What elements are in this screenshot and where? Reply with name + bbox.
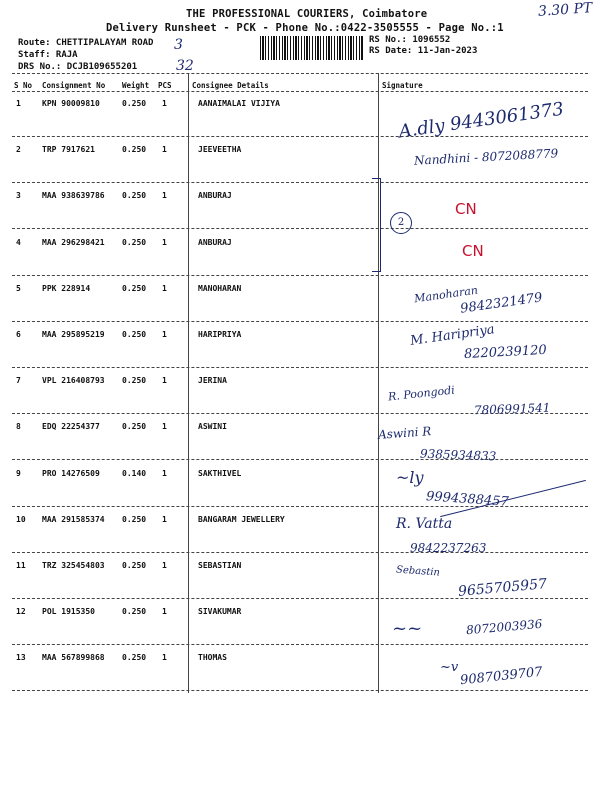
row-weight: 0.250	[122, 145, 147, 154]
row-consignment-no: PRO 14276509	[42, 469, 100, 478]
row-divider	[12, 182, 588, 183]
row-divider	[12, 552, 588, 553]
row-consignment-no: MAA 296298421	[42, 238, 105, 247]
signature-12-phone: 8072003936	[465, 616, 543, 638]
col-weight: Weight	[122, 81, 150, 90]
row-sno: 3	[16, 191, 21, 200]
row-consignment-no: POL 1915350	[42, 607, 95, 616]
row-sno: 6	[16, 330, 21, 339]
row-weight: 0.250	[122, 191, 147, 200]
col-consignment: Consignment No	[42, 81, 106, 90]
row-consignment-no: TRZ 325454803	[42, 561, 105, 570]
signature-10-name: R. Vatta	[396, 516, 453, 532]
row-divider	[12, 690, 588, 691]
row-divider	[12, 321, 588, 322]
row-sno: 4	[16, 238, 21, 247]
row-sno: 5	[16, 284, 21, 293]
row-consignment-no: EDQ 22254377	[42, 422, 100, 431]
row-pcs: 1	[162, 191, 167, 200]
circled-mark: 2	[390, 212, 412, 234]
signature-9-mark: ~ly	[396, 468, 424, 487]
table-top-rule	[12, 73, 588, 74]
row-sno: 10	[16, 515, 26, 524]
signature-11-name: Sebastin	[395, 564, 441, 579]
rs-number: RS No.: 1096552	[369, 35, 451, 45]
row-weight: 0.250	[122, 422, 147, 431]
handwritten-route-count: 32	[176, 58, 194, 74]
signature-6-name: M. Haripriya	[409, 322, 496, 349]
table-header-rule	[12, 91, 588, 92]
row-weight: 0.250	[122, 238, 147, 247]
row-consignment-no: KPN 90009810	[42, 99, 100, 108]
row-sno: 12	[16, 607, 26, 616]
row-weight: 0.250	[122, 607, 147, 616]
col-consignee: Consignee Details	[192, 81, 269, 90]
signature-7-phone: 7806991541	[473, 400, 551, 418]
row-weight: 0.140	[122, 469, 147, 478]
signature-13-phone: 9087039707	[459, 664, 544, 689]
row-consignee: SEBASTIAN	[198, 561, 242, 570]
row-consignee: ASWINI	[198, 422, 227, 431]
signature-5-phone: 9842321479	[459, 290, 544, 317]
row-consignee: AANAIMALAI VIJIYA	[198, 99, 280, 108]
drs-number: DRS No.: DCJB109655201	[18, 62, 138, 72]
signature-11-phone: 9655705957	[457, 576, 548, 600]
row-consignee: JERINA	[198, 376, 227, 385]
row-divider	[12, 367, 588, 368]
cn-mark-1: CN	[455, 200, 477, 218]
row-divider	[12, 136, 588, 137]
row-sno: 9	[16, 469, 21, 478]
row-consignee: SIVAKUMAR	[198, 607, 242, 616]
row-pcs: 1	[162, 284, 167, 293]
signature-2: Nandhini - 8072088779	[413, 146, 559, 168]
row-divider	[12, 598, 588, 599]
column-divider	[378, 73, 379, 693]
row-weight: 0.250	[122, 653, 147, 662]
row-pcs: 1	[162, 238, 167, 247]
signature-13-mark: ~v	[440, 660, 459, 675]
row-pcs: 1	[162, 515, 167, 524]
row-consignment-no: MAA 938639786	[42, 191, 105, 200]
row-consignment-no: MAA 291585374	[42, 515, 105, 524]
signature-1: A.dly 9443061373	[397, 98, 566, 143]
row-sno: 7	[16, 376, 21, 385]
row-consignee: MANOHARAN	[198, 284, 242, 293]
signature-8-phone: 9385934833	[419, 446, 497, 464]
row-sno: 1	[16, 99, 21, 108]
row-sno: 8	[16, 422, 21, 431]
row-weight: 0.250	[122, 515, 147, 524]
bracket-mark	[372, 178, 381, 272]
row-divider	[12, 228, 588, 229]
row-sno: 13	[16, 653, 26, 662]
row-weight: 0.250	[122, 99, 147, 108]
row-consignment-no: TRP 7917621	[42, 145, 95, 154]
row-pcs: 1	[162, 607, 167, 616]
row-pcs: 1	[162, 376, 167, 385]
row-pcs: 1	[162, 653, 167, 662]
row-consignment-no: MAA 567899868	[42, 653, 105, 662]
col-signature: Signature	[382, 81, 423, 90]
row-consignment-no: PPK 228914	[42, 284, 91, 293]
row-pcs: 1	[162, 469, 167, 478]
signature-8-name: Aswini R	[377, 424, 432, 442]
row-divider	[12, 275, 588, 276]
signature-6-phone: 8220239120	[463, 342, 548, 363]
signature-10-phone: 9842237263	[410, 541, 487, 555]
row-sno: 11	[16, 561, 26, 570]
row-pcs: 1	[162, 561, 167, 570]
route-label: Route: CHETTIPALAYAM ROAD	[18, 38, 154, 48]
col-pcs: PCS	[158, 81, 172, 90]
row-consignment-no: VPL 216408793	[42, 376, 105, 385]
row-pcs: 1	[162, 145, 167, 154]
row-consignee: ANBURAJ	[198, 238, 232, 247]
row-consignee: HARIPRIYA	[198, 330, 242, 339]
row-weight: 0.250	[122, 376, 147, 385]
row-consignee: JEEVEETHA	[198, 145, 242, 154]
signature-12-mark: ~~	[392, 618, 423, 639]
col-sno: S No	[14, 81, 33, 90]
company-title: THE PROFESSIONAL COURIERS, Coimbatore	[186, 8, 428, 20]
handwritten-route-mark: 3	[174, 37, 183, 53]
staff-label: Staff: RAJA	[18, 50, 78, 60]
row-consignee: SAKTHIVEL	[198, 469, 242, 478]
row-divider	[12, 644, 588, 645]
barcode	[260, 36, 364, 60]
row-pcs: 1	[162, 422, 167, 431]
row-pcs: 1	[162, 330, 167, 339]
row-weight: 0.250	[122, 330, 147, 339]
runsheet-subtitle: Delivery Runsheet - PCK - Phone No.:0422-3505555 - Page No.:1	[106, 22, 504, 34]
row-consignment-no: MAA 295895219	[42, 330, 105, 339]
column-divider	[188, 73, 189, 693]
row-sno: 2	[16, 145, 21, 154]
row-pcs: 1	[162, 99, 167, 108]
handwritten-time: 3.30 PT	[537, 0, 593, 20]
signature-5-name: Manoharan	[413, 283, 479, 306]
row-consignee: THOMAS	[198, 653, 227, 662]
row-consignee: ANBURAJ	[198, 191, 232, 200]
signature-9-phone: 9994388457	[425, 489, 510, 510]
cn-mark-2: CN	[462, 242, 484, 260]
signature-7-name: R. Poongodi	[387, 383, 456, 404]
rs-date: RS Date: 11-Jan-2023	[369, 46, 478, 56]
row-weight: 0.250	[122, 561, 147, 570]
row-weight: 0.250	[122, 284, 147, 293]
row-divider	[12, 459, 588, 460]
row-consignee: BANGARAM JEWELLERY	[198, 515, 285, 524]
